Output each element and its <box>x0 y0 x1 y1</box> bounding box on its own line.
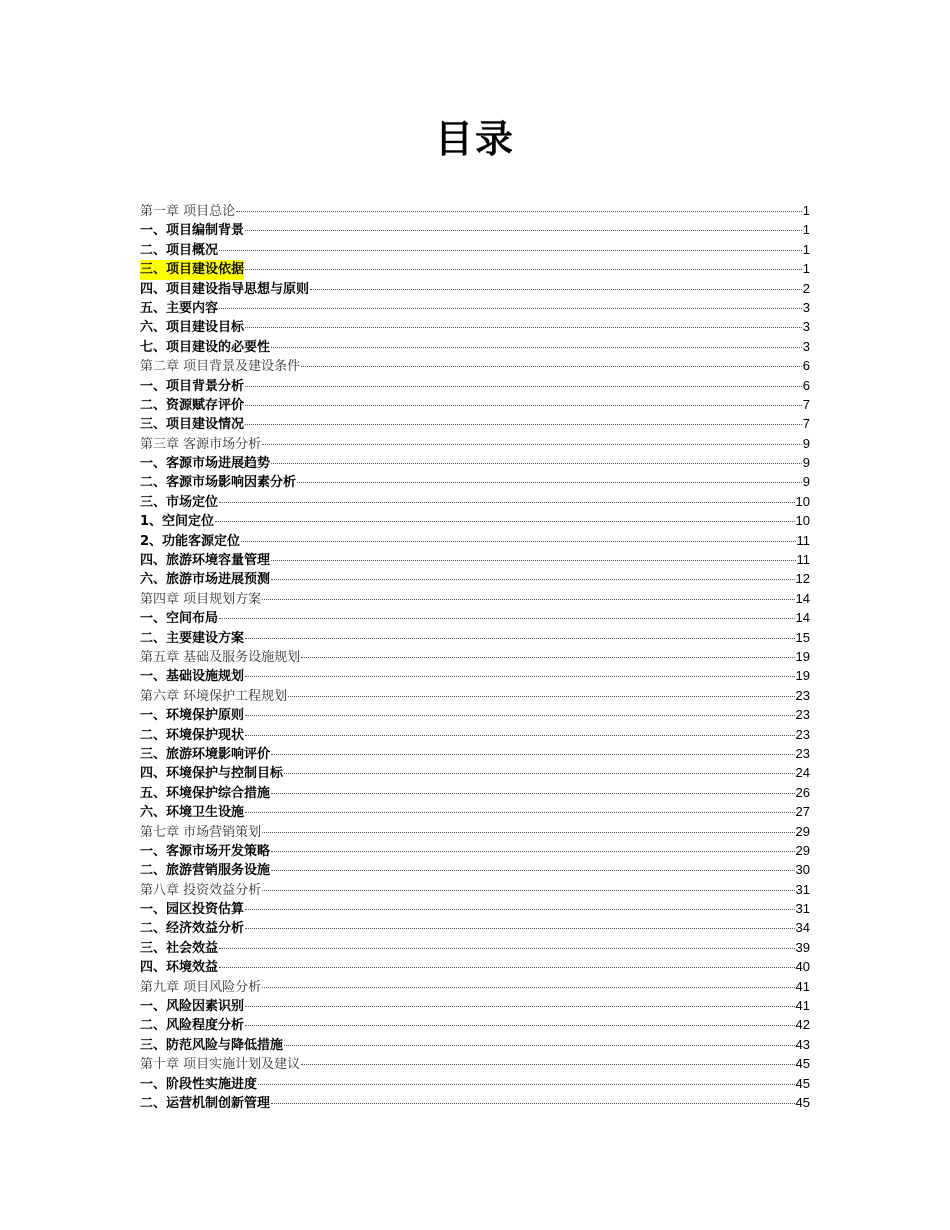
toc-section-entry[interactable] <box>140 414 810 433</box>
toc-entry-title: 二、资源赋存评价 <box>140 397 245 413</box>
toc-entry-title: 二、运营机制创新管理 <box>140 1095 271 1111</box>
toc-entry-title: 四、环境保护与控制目标 <box>140 766 284 782</box>
dot-leader <box>245 734 795 736</box>
toc-entry-title: 二、经济效益分析 <box>140 921 245 937</box>
dot-leader <box>284 1044 795 1046</box>
toc-page-number: 7 <box>802 396 810 412</box>
dot-leader <box>241 540 795 542</box>
dot-leader <box>219 947 795 949</box>
toc-section-entry[interactable] <box>140 783 810 802</box>
toc-page-number: 3 <box>802 319 810 335</box>
toc-page-number: 30 <box>795 862 810 878</box>
dot-leader <box>245 927 795 929</box>
dot-leader <box>262 831 794 833</box>
toc-entry-title: 一、项目背景分析 <box>140 378 245 394</box>
toc-page-number: 42 <box>795 1017 810 1033</box>
toc-entry-title: 四、环境效益 <box>140 960 219 976</box>
toc-page-number: 23 <box>795 707 810 723</box>
dot-leader <box>245 229 802 231</box>
toc-chapter-entry[interactable] <box>140 589 810 608</box>
dot-leader <box>219 501 795 503</box>
toc-page-number: 3 <box>802 338 810 354</box>
toc-page-number: 14 <box>795 590 810 606</box>
toc-page-number: 27 <box>795 804 810 820</box>
toc-section-entry[interactable] <box>140 317 810 336</box>
dot-leader <box>297 481 802 483</box>
toc-entry-title: 第二章 项目背景及建设条件 <box>140 359 301 375</box>
toc-page-number: 43 <box>795 1036 810 1052</box>
toc-entry-title: 第七章 市场营销策划 <box>140 824 262 840</box>
toc-page-number: 2 <box>802 280 810 296</box>
toc-page-number: 40 <box>795 959 810 975</box>
toc-entry-title: 第十章 项目实施计划及建议 <box>140 1057 301 1073</box>
dot-leader <box>215 520 794 522</box>
toc-section-entry[interactable] <box>140 1035 810 1054</box>
toc-page-number: 7 <box>802 416 810 432</box>
toc-entry-title: 六、旅游市场进展预测 <box>140 572 271 588</box>
toc-section-entry[interactable] <box>140 472 810 491</box>
toc-page-number: 29 <box>795 823 810 839</box>
toc-section-entry[interactable] <box>140 957 810 976</box>
toc-page-number: 3 <box>802 299 810 315</box>
toc-section-entry[interactable] <box>140 259 810 278</box>
toc-page-number: 10 <box>795 513 810 529</box>
toc-section-entry[interactable] <box>140 725 810 744</box>
toc-chapter-entry[interactable] <box>140 1054 810 1073</box>
toc-section-entry[interactable] <box>140 666 810 685</box>
toc-entry-title: 一、客源市场进展趋势 <box>140 456 271 472</box>
toc-chapter-entry[interactable] <box>140 880 810 899</box>
dot-leader <box>245 404 802 406</box>
toc-section-entry[interactable] <box>140 918 810 937</box>
dot-leader <box>271 1102 795 1104</box>
toc-section-entry[interactable] <box>140 279 810 298</box>
dot-leader <box>245 268 802 270</box>
toc-page-number: 1 <box>802 261 810 277</box>
toc-entry-title: 2、功能客源定位 <box>140 533 241 549</box>
toc-section-entry[interactable] <box>140 841 810 860</box>
toc-entry-title: 第八章 投资效益分析 <box>140 882 262 898</box>
dot-leader <box>245 714 795 716</box>
table-of-contents <box>140 201 810 1112</box>
toc-section-entry[interactable] <box>140 337 810 356</box>
toc-page-number: 19 <box>795 668 810 684</box>
toc-entry-title: 三、社会效益 <box>140 940 219 956</box>
toc-section-entry[interactable] <box>140 550 810 569</box>
toc-section-entry[interactable] <box>140 531 810 550</box>
toc-entry-title: 一、基础设施规划 <box>140 669 245 685</box>
dot-leader <box>301 1063 794 1065</box>
dot-leader <box>271 462 802 464</box>
dot-leader <box>284 772 795 774</box>
dot-leader <box>271 869 795 871</box>
toc-chapter-entry[interactable] <box>140 977 810 996</box>
toc-entry-title: 二、风险程度分析 <box>140 1018 245 1034</box>
toc-section-entry[interactable] <box>140 705 810 724</box>
dot-leader <box>219 966 795 968</box>
toc-section-entry[interactable] <box>140 899 810 918</box>
toc-page-number: 26 <box>795 784 810 800</box>
toc-entry-title: 三、市场定位 <box>140 494 219 510</box>
toc-page-number: 23 <box>795 745 810 761</box>
toc-entry-title: 二、旅游营销服务设施 <box>140 863 271 879</box>
toc-entry-title: 第九章 项目风险分析 <box>140 979 262 995</box>
toc-page-number: 15 <box>795 629 810 645</box>
toc-section-entry[interactable] <box>140 608 810 627</box>
dot-leader <box>262 598 794 600</box>
dot-leader <box>245 423 802 425</box>
toc-page-number: 45 <box>795 1056 810 1072</box>
toc-entry-title: 六、项目建设目标 <box>140 320 245 336</box>
toc-section-entry[interactable] <box>140 220 810 239</box>
toc-page-number: 29 <box>795 842 810 858</box>
toc-page-number: 23 <box>795 726 810 742</box>
toc-section-entry[interactable] <box>140 492 810 511</box>
toc-entry-title: 一、风险因素识别 <box>140 999 245 1015</box>
dot-leader <box>301 656 794 658</box>
dot-leader <box>245 637 795 639</box>
toc-entry-title: 四、旅游环境容量管理 <box>140 553 271 569</box>
toc-section-entry[interactable] <box>140 240 810 259</box>
toc-entry-title: 第四章 项目规划方案 <box>140 591 262 607</box>
toc-section-entry[interactable] <box>140 298 810 317</box>
toc-chapter-entry[interactable] <box>140 201 810 220</box>
toc-chapter-entry[interactable] <box>140 647 810 666</box>
toc-page-number: 14 <box>795 610 810 626</box>
toc-entry-title: 五、环境保护综合措施 <box>140 785 271 801</box>
dot-leader <box>245 1005 795 1007</box>
toc-section-entry[interactable] <box>140 1074 810 1093</box>
toc-page-number: 6 <box>802 358 810 374</box>
toc-page-number: 19 <box>795 648 810 664</box>
toc-section-entry[interactable] <box>140 1093 810 1112</box>
toc-page-number: 31 <box>795 901 810 917</box>
toc-entry-title: 二、环境保护现状 <box>140 727 245 743</box>
toc-section-entry[interactable] <box>140 996 810 1015</box>
toc-entry-title: 第一章 项目总论 <box>140 204 236 219</box>
toc-page-number: 1 <box>802 241 810 257</box>
dot-leader <box>271 850 795 852</box>
toc-section-entry[interactable] <box>140 938 810 957</box>
dot-leader <box>271 792 795 794</box>
toc-entry-title: 三、旅游环境影响评价 <box>140 746 271 762</box>
toc-page-number: 39 <box>795 939 810 955</box>
dot-leader <box>245 811 795 813</box>
toc-page-number: 45 <box>795 1094 810 1110</box>
toc-chapter-entry[interactable] <box>140 356 810 375</box>
toc-page-number: 10 <box>795 493 810 509</box>
toc-page-number: 41 <box>795 998 810 1014</box>
toc-entry-title: 六、环境卫生设施 <box>140 805 245 821</box>
toc-entry-title: 三、项目建设情况 <box>140 417 245 433</box>
toc-page-number: 31 <box>795 881 810 897</box>
dot-leader <box>219 617 795 619</box>
dot-leader <box>245 908 795 910</box>
dot-leader <box>219 307 802 309</box>
dot-leader <box>245 326 802 328</box>
toc-section-entry[interactable] <box>140 376 810 395</box>
toc-page-number: 11 <box>796 552 810 568</box>
toc-entry-title: 二、主要建设方案 <box>140 630 245 646</box>
toc-entry-title: 七、项目建设的必要性 <box>140 339 271 355</box>
dot-leader <box>245 675 795 677</box>
toc-section-entry[interactable] <box>140 628 810 647</box>
toc-page-number: 41 <box>795 978 810 994</box>
dot-leader <box>262 443 802 445</box>
toc-entry-title: 第五章 基础及服务设施规划 <box>140 649 301 665</box>
toc-section-entry[interactable] <box>140 569 810 588</box>
page-title: 目录 <box>434 117 515 161</box>
dot-leader <box>262 986 794 988</box>
toc-entry-title: 一、空间布局 <box>140 611 219 627</box>
dot-leader <box>219 249 802 251</box>
toc-chapter-entry[interactable] <box>140 822 810 841</box>
toc-entry-title: 一、客源市场开发策略 <box>140 843 271 859</box>
toc-page-number: 45 <box>795 1075 810 1091</box>
toc-page-number: 24 <box>795 765 810 781</box>
toc-entry-title: 五、主要内容 <box>140 300 219 316</box>
toc-section-entry[interactable] <box>140 744 810 763</box>
toc-entry-title: 1、空间定位 <box>140 514 215 530</box>
toc-entry-title: 二、客源市场影响因素分析 <box>140 475 297 491</box>
dot-leader <box>245 1024 795 1026</box>
toc-entry-title: 一、阶段性实施进度 <box>140 1076 258 1092</box>
dot-leader <box>271 346 802 348</box>
toc-page-number: 1 <box>802 203 810 218</box>
dot-leader <box>245 385 802 387</box>
toc-page-number: 34 <box>795 920 810 936</box>
toc-entry-title: 第六章 环境保护工程规划 <box>140 688 288 704</box>
toc-section-entry[interactable] <box>140 453 810 472</box>
toc-entry-title: 三、防范风险与降低措施 <box>140 1037 284 1053</box>
toc-entry-title: 四、项目建设指导思想与原则 <box>140 281 310 297</box>
toc-entry-title: 三、项目建设依据 <box>140 260 244 279</box>
toc-entry-title: 二、项目概况 <box>140 242 219 258</box>
toc-page-number: 9 <box>802 435 810 451</box>
toc-section-entry[interactable] <box>140 395 810 414</box>
toc-chapter-entry[interactable] <box>140 434 810 453</box>
toc-entry-title: 一、环境保护原则 <box>140 708 245 724</box>
dot-leader <box>258 1083 795 1085</box>
toc-section-entry[interactable] <box>140 860 810 879</box>
dot-leader <box>271 753 795 755</box>
dot-leader <box>236 210 802 212</box>
dot-leader <box>271 559 795 561</box>
dot-leader <box>271 578 795 580</box>
dot-leader <box>288 695 794 697</box>
toc-entry-title: 一、项目编制背景 <box>140 223 245 239</box>
dot-leader <box>310 288 802 290</box>
toc-page-number: 23 <box>795 687 810 703</box>
toc-page-number: 11 <box>796 532 810 548</box>
toc-section-entry[interactable] <box>140 763 810 782</box>
toc-entry-title: 一、园区投资估算 <box>140 902 245 918</box>
dot-leader <box>262 889 794 891</box>
dot-leader <box>301 365 802 367</box>
toc-entry-title: 第三章 客源市场分析 <box>140 436 262 452</box>
toc-page-number: 9 <box>802 474 810 490</box>
toc-chapter-entry[interactable] <box>140 686 810 705</box>
toc-section-entry[interactable] <box>140 511 810 530</box>
toc-page-number: 6 <box>802 377 810 393</box>
toc-page-number: 9 <box>802 455 810 471</box>
toc-page-number: 12 <box>795 571 810 587</box>
toc-page-number: 1 <box>802 222 810 238</box>
toc-section-entry[interactable] <box>140 802 810 821</box>
toc-section-entry[interactable] <box>140 1015 810 1034</box>
